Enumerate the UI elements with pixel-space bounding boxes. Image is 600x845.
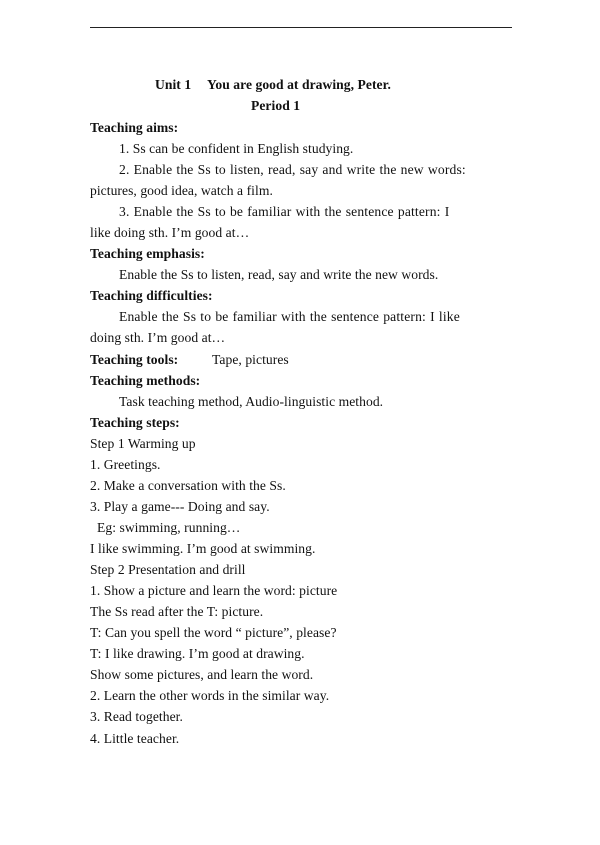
step-line: 3. Play a game--- Doing and say. <box>90 499 270 514</box>
step-line: 1. Greetings. <box>90 457 161 472</box>
step-line: Eg: swimming, running… <box>97 520 241 535</box>
tools-heading: Teaching tools: <box>90 352 179 367</box>
steps-heading: Teaching steps: <box>90 415 180 430</box>
aims-item-3-line-1: 3. Enable the Ss to be familiar with the sentence pattern: I <box>119 204 450 219</box>
step-line: Step 2 Presentation and drill <box>90 562 246 577</box>
aims-item-2-line-2: pictures, good idea, watch a film. <box>90 183 273 198</box>
methods-heading: Teaching methods: <box>90 373 201 388</box>
step-line: T: Can you spell the word “ picture”, please? <box>90 625 337 640</box>
title-lesson: You are good at drawing, Peter. <box>207 77 391 92</box>
aims-heading: Teaching aims: <box>90 120 179 135</box>
difficulties-heading: Teaching difficulties: <box>90 288 213 303</box>
step-line: 3. Read together. <box>90 709 183 724</box>
step-line: T: I like drawing. I’m good at drawing. <box>90 646 305 661</box>
emphasis-heading: Teaching emphasis: <box>90 246 205 261</box>
step-line: I like swimming. I’m good at swimming. <box>90 541 316 556</box>
step-line: 2. Learn the other words in the similar way. <box>90 688 330 703</box>
difficulties-line-2: doing sth. I’m good at… <box>90 330 226 345</box>
header-rule <box>90 27 512 28</box>
title-period: Period 1 <box>251 98 301 113</box>
step-line: The Ss read after the T: picture. <box>90 604 264 619</box>
emphasis-text: Enable the Ss to listen, read, say and write the new words. <box>119 267 439 282</box>
tools-value: Tape, pictures <box>212 352 289 367</box>
step-line: Step 1 Warming up <box>90 436 196 451</box>
step-line: 1. Show a picture and learn the word: picture <box>90 583 338 598</box>
aims-item-3-line-2: like doing sth. I’m good at… <box>90 225 250 240</box>
title-unit: Unit 1 <box>155 77 192 92</box>
aims-item-2-line-1: 2. Enable the Ss to listen, read, say and write the new words: <box>119 162 466 177</box>
difficulties-line-1: Enable the Ss to be familiar with the sentence pattern: I like <box>119 309 460 324</box>
aims-item-1: 1. Ss can be confident in English studying. <box>119 141 354 156</box>
step-line: 2. Make a conversation with the Ss. <box>90 478 286 493</box>
methods-text: Task teaching method, Audio-linguistic method. <box>119 394 384 409</box>
step-line: Show some pictures, and learn the word. <box>90 667 314 682</box>
step-line: 4. Little teacher. <box>90 731 180 746</box>
